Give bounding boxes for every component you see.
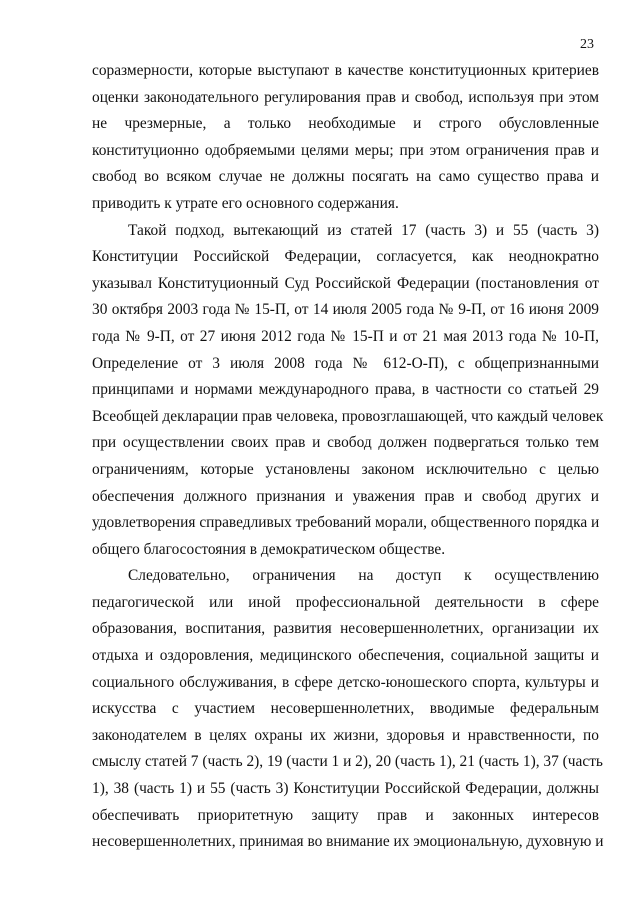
text-line: смыслу статей 7 (часть 2), 19 (части 1 и 2), 20 (часть 1), 21 (часть 1), 37 (часть <box>92 753 603 771</box>
text-line: обеспечения должного признания и уважения прав и свобод других и <box>92 487 599 505</box>
text-line: искусства с участием несовершеннолетних, вводимые федеральным <box>92 700 599 718</box>
paragraph-2 <box>92 218 604 564</box>
page-number: 23 <box>580 37 594 52</box>
text-line: 1), 38 (часть 1) и 55 (часть 3) Конституции Российской Федерации, должны <box>92 780 599 798</box>
paragraph-3 <box>92 563 604 856</box>
text-line: указывал Конституционный Суд Российской Федерации (постановления от <box>92 274 599 292</box>
text-line: общего благосостояния в демократическом обществе. <box>92 540 446 558</box>
text-line: социального обслуживания, в сфере детско-юношеского спорта, культуры и <box>92 673 599 691</box>
text-line: Конституции Российской Федерации, согласуется, как неоднократно <box>92 248 599 266</box>
text-line: года № 9-П, от 27 июня 2012 года № 15-П и от 21 мая 2013 года № 10-П, <box>92 327 599 345</box>
text-line: соразмерности, которые выступают в качестве конституционных критериев <box>92 62 599 79</box>
document-body <box>92 58 604 856</box>
text-line: свобод во всяком случае не должны посягать на само существо права и <box>92 168 599 186</box>
text-line: Всеобщей декларации прав человека, провозглашающей, что каждый человек <box>92 407 604 425</box>
text-line: принципами и нормами международного права, в частности со статьей 29 <box>92 381 599 399</box>
text-line: при осуществлении своих прав и свобод должен подвергаться только тем <box>92 434 599 452</box>
text-line: оценки законодательного регулирования прав и свобод, используя при этом <box>92 88 599 106</box>
text-line: конституционно одобряемыми целями меры; при этом ограничения прав и <box>92 141 599 159</box>
text-line: законодателем в целях охраны их жизни, здоровья и нравственности, по <box>92 726 599 744</box>
text-line: не чрезмерные, а только необходимые и строго обусловленные <box>92 115 599 133</box>
text-line: педагогической или иной профессиональной деятельности в сфере <box>92 593 599 611</box>
text-line: отдыха и оздоровления, медицинского обеспечения, социальной защиты и <box>92 647 599 665</box>
text-line: приводить к утрате его основного содержания. <box>92 194 399 212</box>
text-line: ограничениям, которые установлены законом исключительно с целью <box>92 460 599 478</box>
text-line: Определение от 3 июля 2008 года № 612-О-П), с общепризнанными <box>92 354 599 372</box>
text-line: удовлетворения справедливых требований морали, общественного порядка и <box>92 514 600 532</box>
text-line: обеспечивать приоритетную защиту прав и законных интересов <box>92 806 599 824</box>
text-line: Следовательно, ограничения на доступ к осуществлению <box>128 567 599 585</box>
text-line: несовершеннолетних, принимая во внимание их эмоциональную, духовную и <box>92 833 604 851</box>
text-line: Такой подход, вытекающий из статей 17 (часть 3) и 55 (часть 3) <box>128 221 599 239</box>
paragraph-1 <box>92 58 599 218</box>
text-line: образования, воспитания, развития несовершеннолетних, организации их <box>92 620 599 638</box>
text-line: 30 октября 2003 года № 15-П, от 14 июля 2005 года № 9-П, от 16 июня 2009 <box>92 301 599 319</box>
